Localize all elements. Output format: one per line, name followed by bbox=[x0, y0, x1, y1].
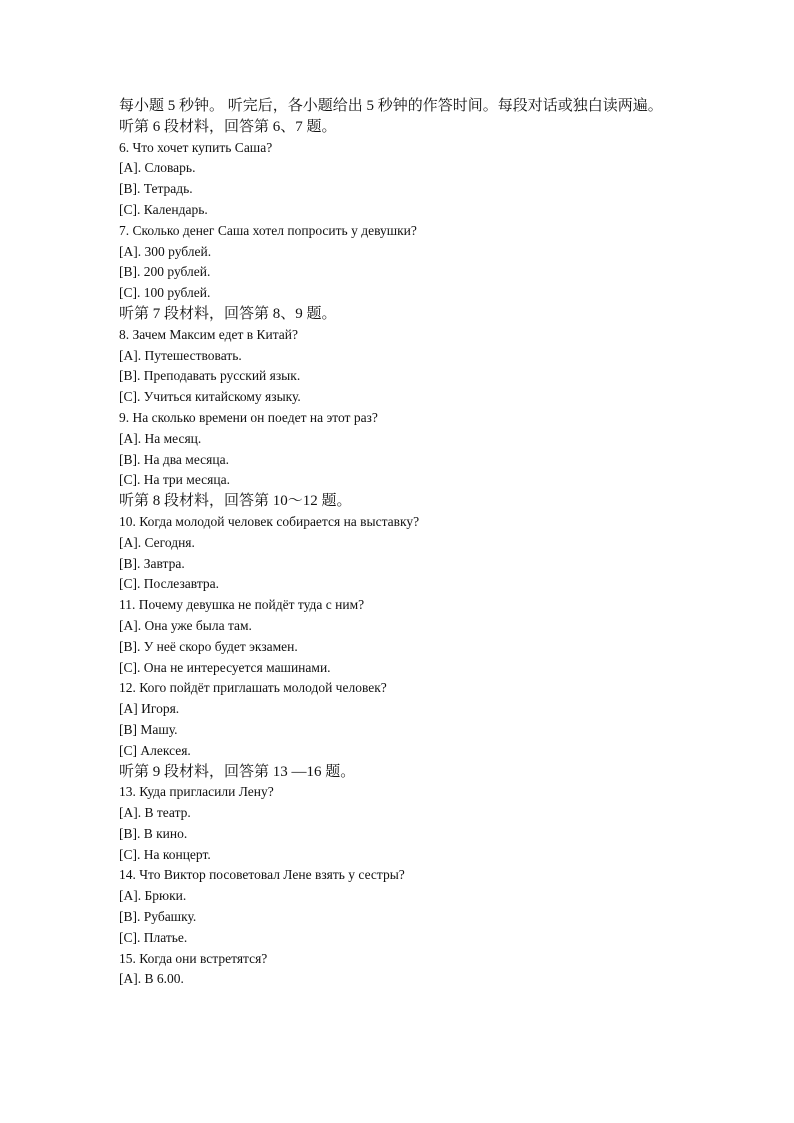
option-10b: [B]. Завтра. bbox=[119, 555, 185, 571]
option-14c: [C]. Платье. bbox=[119, 929, 188, 945]
option-14a: [A]. Брюки. bbox=[119, 888, 187, 904]
option-6b: [B]. Тетрадь. bbox=[119, 181, 193, 197]
option-8b: [B]. Преподавать русский язык. bbox=[119, 368, 301, 384]
option-12b: [B] Машу. bbox=[119, 721, 178, 737]
option-11c: [C]. Она не интересуется машинами. bbox=[119, 659, 331, 675]
question-9: 9. На сколько времени он поедет на этот раз? bbox=[119, 409, 378, 425]
question-7: 7. Сколько денег Саша хотел попросить у девушки? bbox=[119, 222, 417, 238]
question-12: 12. Кого пойдёт приглашать молодой человек? bbox=[119, 680, 387, 696]
option-9b: [B]. На два месяца. bbox=[119, 451, 229, 467]
option-11a: [A]. Она уже была там. bbox=[119, 617, 252, 633]
question-15: 15. Когда они встретятся? bbox=[119, 950, 268, 966]
intro-text: 每小题 5 秒钟。 听完后，各小题给出 5 秒钟的作答时间。每段对话或独白读两遍。 bbox=[119, 98, 663, 114]
question-6: 6. Что хочет купить Саша? bbox=[119, 139, 273, 155]
option-9c: [C]. На три месяца. bbox=[119, 472, 230, 488]
option-6a: [A]. Словарь. bbox=[119, 160, 196, 176]
option-11b: [B]. У неё скоро будет экзамен. bbox=[119, 638, 298, 654]
option-12c: [C] Алексея. bbox=[119, 742, 191, 758]
question-8: 8. Зачем Максим едет в Китай? bbox=[119, 326, 298, 342]
option-7b: [B]. 200 рублей. bbox=[119, 264, 211, 280]
option-13a: [A]. В театр. bbox=[119, 805, 191, 821]
option-13b: [B]. В кино. bbox=[119, 825, 188, 841]
document-page bbox=[119, 96, 679, 990]
option-15a: [A]. В 6.00. bbox=[119, 971, 184, 987]
section-heading: 听第 7 段材料，回答第 8、9 题。 bbox=[119, 305, 337, 322]
section-heading: 听第 6 段材料，回答第 6、7 题。 bbox=[119, 118, 337, 135]
option-8a: [A]. Путешествовать. bbox=[119, 347, 242, 363]
option-6c: [C]. Календарь. bbox=[119, 201, 208, 217]
option-7a: [A]. 300 рублей. bbox=[119, 243, 212, 259]
option-13c: [C]. На концерт. bbox=[119, 846, 211, 862]
question-13: 13. Куда пригласили Лену? bbox=[119, 784, 274, 800]
section-heading: 听第 8 段材料，回答第 10～12 题。 bbox=[119, 493, 352, 510]
option-14b: [B]. Рубашку. bbox=[119, 909, 197, 925]
option-9a: [A]. На месяц. bbox=[119, 430, 202, 446]
option-7c: [C]. 100 рублей. bbox=[119, 285, 211, 301]
question-14: 14. Что Виктор посоветовал Лене взять у сестры? bbox=[119, 867, 405, 883]
section-heading: 听第 9 段材料，回答第 13 —16 题。 bbox=[119, 763, 356, 780]
option-10c: [C]. Послезавтра. bbox=[119, 576, 220, 592]
option-12a: [A] Игоря. bbox=[119, 701, 180, 717]
question-11: 11. Почему девушка не пойдёт туда с ним? bbox=[119, 597, 365, 613]
option-10a: [A]. Сегодня. bbox=[119, 534, 195, 550]
option-8c: [C]. Учиться китайскому языку. bbox=[119, 389, 301, 405]
question-10: 10. Когда молодой человек собирается на выставку? bbox=[119, 513, 420, 529]
